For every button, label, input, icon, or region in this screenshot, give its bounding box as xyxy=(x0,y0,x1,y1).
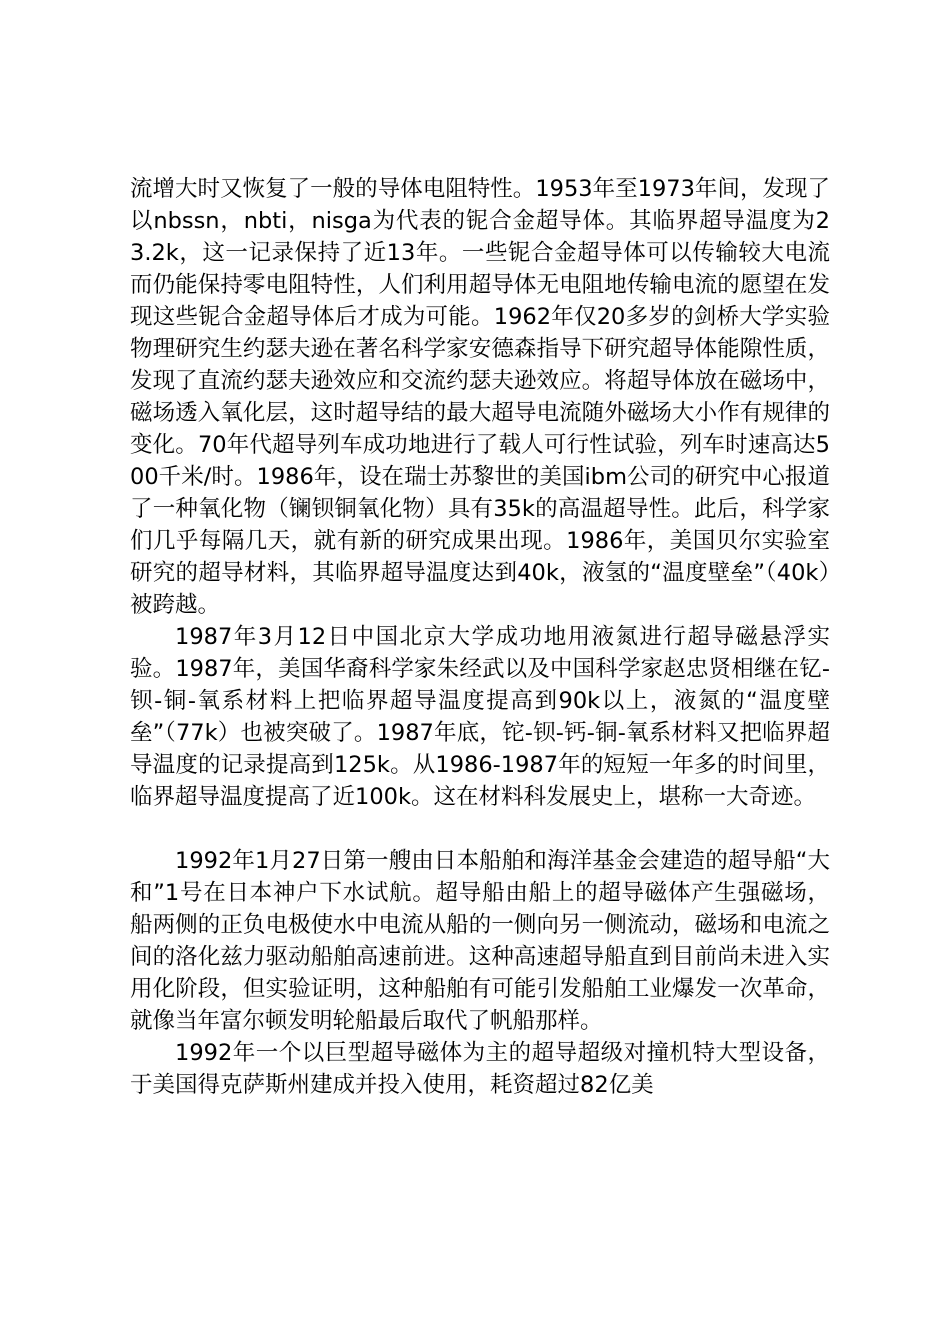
paragraph-spacer xyxy=(130,813,830,845)
paragraph-1: 流增大时又恢复了一般的导体电阻特性。1953年至1973年间，发现了以nbssn，nbti，nisga为代表的铌合金超导体。其临界超导温度为23.2k，这一记录保持了近13年。一些铌合金超导体可以传输较大电流而仍能保持零电阻特性，人们利用超导体无电阻地传输电流的愿望在发现这些铌合金超导体后才成为可能。1962年仅20多岁的剑桥大学实验物理研究生约瑟夫逊在著名科学家安德森指导下研究超导体能隙性质，发现了直流约瑟夫逊效应和交流约瑟夫逊效应。将超导体放在磁场中，磁场透入氧化层，这时超导结的最大超导电流随外磁场大小作有规律的变化。70年代超导列车成功地进行了载人可行性试验，列车时速高达500千米/时。1986年，设在瑞士苏黎世的美国ibm公司的研究中心报道了一种氧化物（镧钡铜氧化物）具有35k的高温超导性。此后，科学家们几乎每隔几天，就有新的研究成果出现。1986年，美国贝尔实验室研究的超导材料，其临界超导温度达到40k，液氢的“温度壁垒”（40k）被跨越。 xyxy=(130,176,830,618)
paragraph-3: 1992年1月27日第一艘由日本船舶和海洋基金会建造的超导船“大和”1号在日本神户下水试航。超导船由船上的超导磁体产生强磁场，船两侧的正负电极使水中电流从船的一侧向另一侧流动，磁场和电流之间的洛化兹力驱动船舶高速前进。这种高速超导船直到目前尚未进入实用化阶段，但实验证明，这种船舶有可能引发船舶工业爆发一次革命，就像当年富尔顿发明轮船最后取代了帆船那样。 xyxy=(130,848,830,1034)
paragraph-2: 1987年3月12日中国北京大学成功地用液氮进行超导磁悬浮实验。1987年，美国华裔科学家朱经武以及中国科学家赵忠贤相继在钇-钡-铜-氧系材料上把临界超导温度提高到90k以上，液氮的“温度壁垒”（77k）也被突破了。1987年底，铊-钡-钙-铜-氧系材料又把临界超导温度的记录提高到125k。从1986-1987年的短短一年多的时间里，临界超导温度提高了近100k。这在材料科发展史上，堪称一大奇迹。 xyxy=(130,624,830,810)
paragraph-4: 1992年一个以巨型超导磁体为主的超导超级对撞机特大型设备，于美国得克萨斯州建成并投入使用，耗资超过82亿美 xyxy=(130,1040,830,1098)
body-text xyxy=(130,173,830,1101)
